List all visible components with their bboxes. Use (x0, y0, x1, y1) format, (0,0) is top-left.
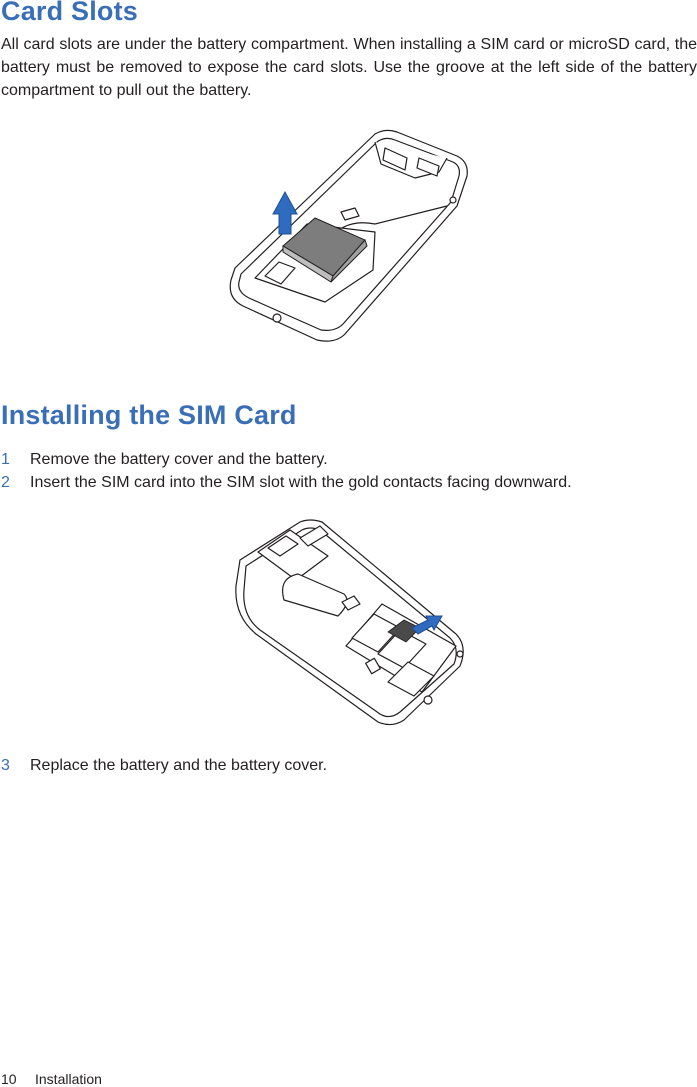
step-text: Insert the SIM card into the SIM slot with the gold contacts facing downward. (30, 474, 572, 491)
step-number: 2 (1, 474, 10, 491)
battery-removal-illustration (225, 128, 471, 346)
section-title-installing-sim: Installing the SIM Card (1, 400, 297, 430)
page-number: 10 (1, 1071, 17, 1087)
step-number: 3 (1, 757, 10, 774)
sim-insertion-illustration (228, 516, 470, 726)
footer-section-name: Installation (35, 1071, 102, 1087)
step-number: 1 (1, 451, 10, 468)
step-text: Replace the battery and the battery cover. (30, 757, 328, 774)
page-footer (1, 1071, 102, 1087)
section-title-card-slots: Card Slots (1, 0, 139, 26)
card-slots-paragraph: All card slots are under the battery compartment. When installing a SIM card or microSD card, the battery must be removed to expose the card slots. Use the groove at the left side of the battery compartment to pull out the battery. (1, 36, 697, 99)
step-text: Remove the battery cover and the battery. (30, 451, 328, 468)
